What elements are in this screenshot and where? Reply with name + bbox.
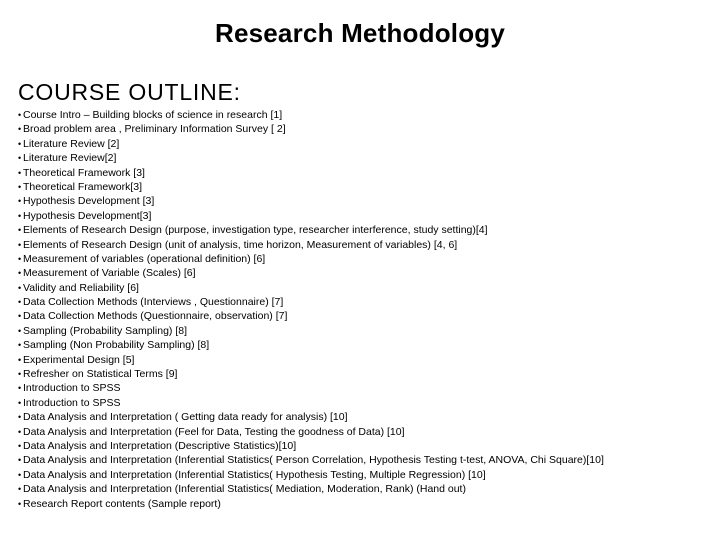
bullet-icon: • [18,484,22,495]
bullet-icon: • [18,440,22,451]
list-item [18,381,708,395]
bullet-icon: • [18,196,22,207]
bullet-icon: • [18,498,22,509]
list-item [18,295,708,309]
list-item-text: Data Analysis and Interpretation (Inferential Statistics( Hypothesis Testing, Multiple Regression) [10] [23,468,486,481]
bullet-icon: • [18,412,22,423]
list-item-text: Refresher on Statistical Terms [9] [23,368,178,381]
list-item-text: Experimental Design [5] [23,353,135,366]
list-item-text: Hypothesis Development[3] [23,209,152,222]
list-item [18,151,708,165]
list-item-text: Literature Review[2] [23,152,117,165]
list-item [18,238,708,252]
bullet-icon: • [18,253,22,264]
list-item-text: Elements of Research Design (purpose, investigation type, researcher interference, study setting)[4] [23,224,488,237]
list-item-text: Introduction to SPSS [23,396,121,409]
list-item [18,223,708,237]
list-item [18,453,708,467]
list-item-text: Data Analysis and Interpretation ( Getting data ready for analysis) [10] [23,411,348,424]
list-item [18,338,708,352]
bullet-icon: • [18,325,22,336]
list-item-text: Measurement of Variable (Scales) [6] [23,267,196,280]
course-outline-list [18,108,708,511]
bullet-icon: • [18,311,22,322]
bullet-icon: • [18,455,22,466]
bullet-icon: • [18,225,22,236]
page-title: Research Methodology [214,18,506,48]
list-item [18,497,708,511]
list-item [18,353,708,367]
list-item [18,137,708,151]
list-item [18,309,708,323]
list-item-text: Introduction to SPSS [23,382,121,395]
list-item-text: Theoretical Framework[3] [23,180,143,193]
list-item-text: Data Collection Methods (Questionnaire, observation) [7] [23,310,288,323]
list-item [18,209,708,223]
list-item-text: Hypothesis Development [3] [23,195,155,208]
bullet-icon: • [18,181,22,192]
bullet-icon: • [18,124,22,135]
list-item [18,166,708,180]
bullet-icon: • [18,239,22,250]
bullet-icon: • [18,110,22,120]
list-item-text: Data Analysis and Interpretation (Inferential Statistics( Mediation, Moderation, Rank) (Hand out) [23,483,466,496]
list-item-text: Elements of Research Design (unit of analysis, time horizon, Measurement of variables) [4, 6] [23,238,458,251]
list-item-text: Validity and Reliability [6] [23,281,139,294]
section-heading: COURSE OUTLINE: [18,79,241,105]
list-item [18,194,708,208]
list-item-text: Data Analysis and Interpretation (Inferential Statistics( Person Correlation, Hypothesis Testing t-test, ANOVA, Chi Square)[10] [23,454,604,467]
bullet-icon: • [18,340,22,351]
list-item [18,482,708,496]
bullet-icon: • [18,268,22,279]
list-item [18,425,708,439]
list-item-text: Literature Review [2] [23,137,120,150]
bullet-icon: • [18,369,22,380]
list-item [18,367,708,381]
list-item [18,252,708,266]
list-item [18,122,708,136]
list-item [18,324,708,338]
bullet-icon: • [18,153,22,164]
list-item [18,396,708,410]
bullet-icon: • [18,383,22,394]
list-item [18,180,708,194]
bullet-icon: • [18,297,22,308]
list-item-text: Sampling (Probability Sampling) [8] [23,324,187,337]
bullet-icon: • [18,354,22,365]
list-item [18,468,708,482]
list-item-text: Measurement of variables (operational definition) [6] [23,252,266,265]
list-item [18,281,708,295]
list-item-text: Theoretical Framework [3] [23,166,145,179]
list-item-text: Broad problem area , Preliminary Information Survey [ 2] [23,123,286,136]
bullet-icon: • [18,210,22,221]
bullet-icon: • [18,138,22,149]
bullet-icon: • [18,167,22,178]
bullet-icon: • [18,397,22,408]
bullet-icon: • [18,469,22,480]
list-item-text: Research Report contents (Sample report) [23,497,221,510]
list-item-text: Data Analysis and Interpretation (Feel for Data, Testing the goodness of Data) [10] [23,425,405,438]
list-item-text: Course Intro – Building blocks of science in research [1] [23,109,283,121]
bullet-icon: • [18,282,22,293]
list-item [18,439,708,453]
list-item [18,108,708,122]
list-item-text: Data Analysis and Interpretation (Descriptive Statistics)[10] [23,439,297,452]
list-item [18,266,708,280]
list-item-text: Data Collection Methods (Interviews , Questionnaire) [7] [23,296,284,309]
list-item [18,410,708,424]
list-item-text: Sampling (Non Probability Sampling) [8] [23,339,210,352]
bullet-icon: • [18,426,22,437]
